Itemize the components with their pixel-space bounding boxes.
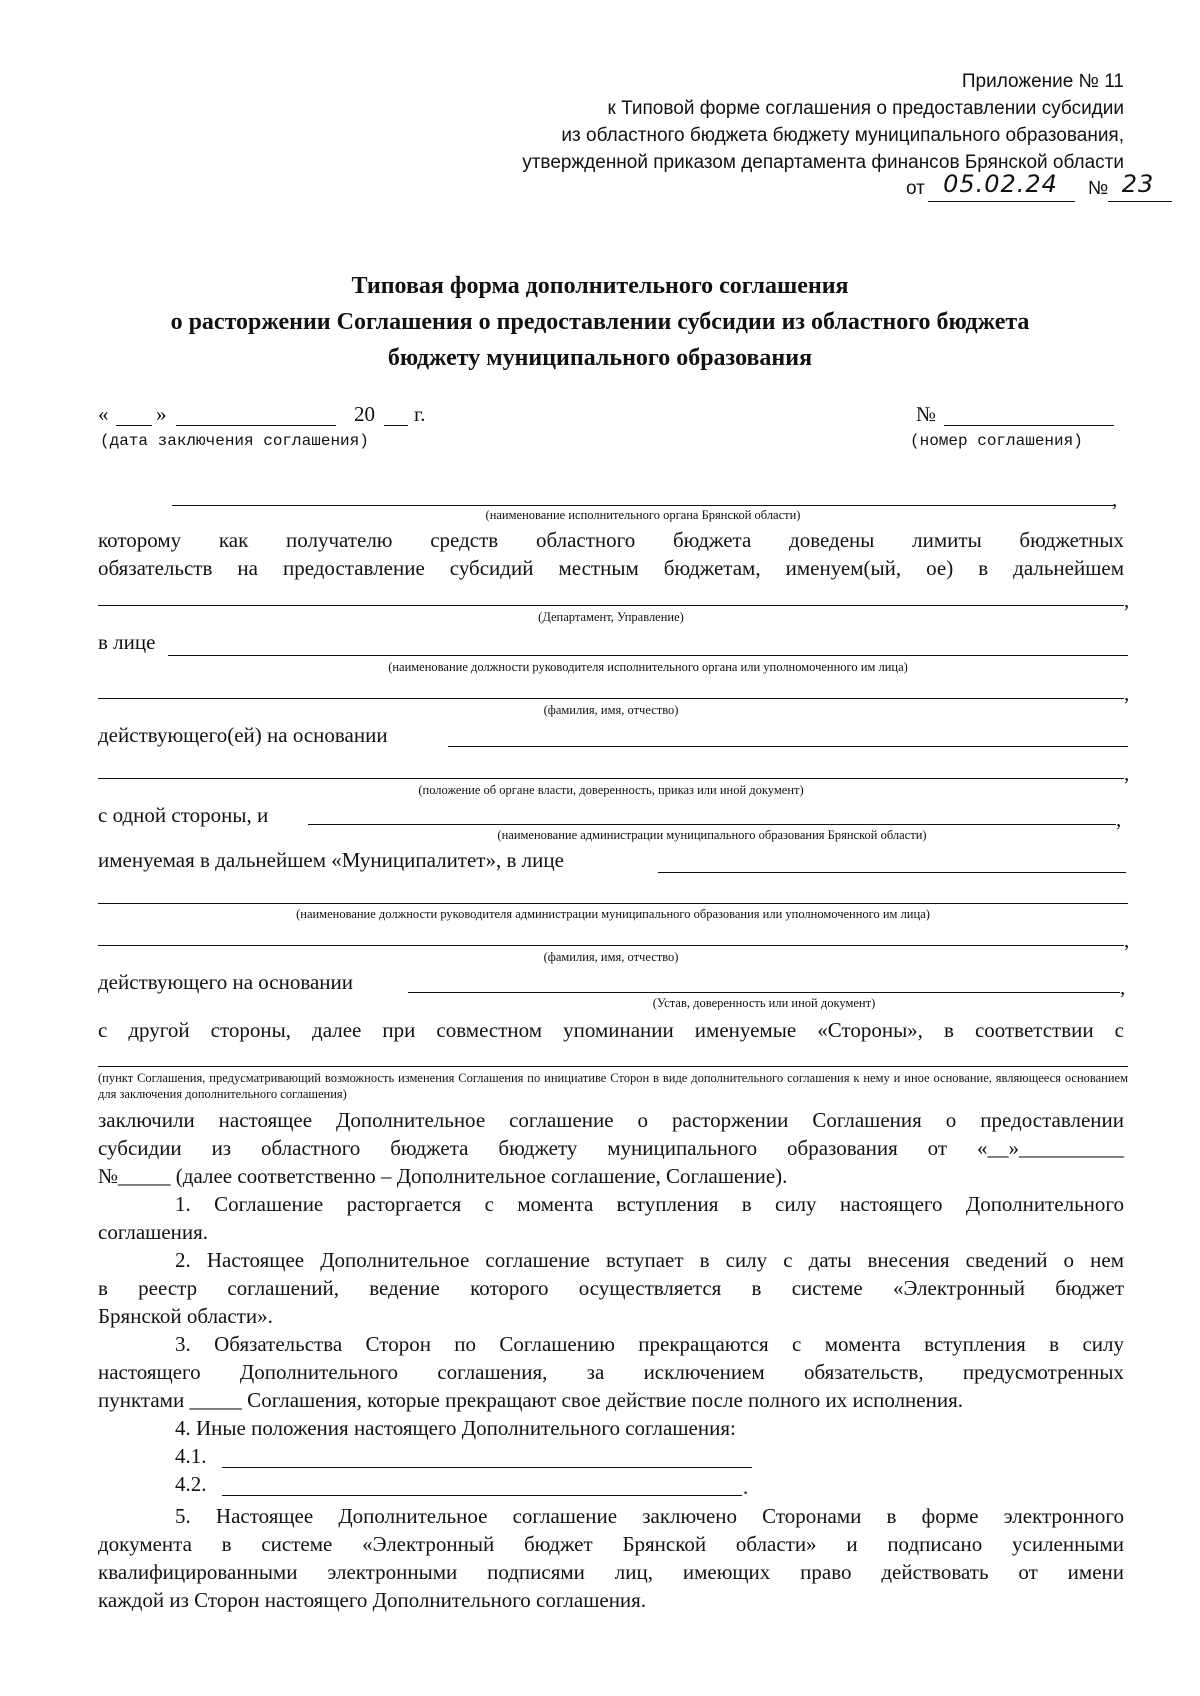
- item-4-2-blank[interactable]: [222, 1495, 742, 1496]
- paragraph-line: субсидии из областного бюджета бюджету муниципального образования от «__»__________: [98, 1136, 1124, 1160]
- item-3-continued: настоящего Дополнительного соглашения, за исключением обязательств, предусмотренных: [98, 1360, 1124, 1384]
- paragraph-line: которому как получателю средств областного бюджета доведены лимиты бюджетных: [98, 528, 1124, 552]
- paragraph-line: обязательств на предоставление субсидий местным бюджетам, именуем(ый, ое) в дальнейшем: [98, 556, 1124, 580]
- one-side-label: с одной стороны, и: [98, 803, 269, 827]
- comma: ,: [1124, 588, 1130, 612]
- caption-head-position: (наименование должности руководителя исполнительного органа или уполномоченного им лица): [388, 660, 908, 674]
- item-4-1-blank[interactable]: [222, 1467, 752, 1468]
- appendix-ref-line: утвержденной приказом департамента финансов Брянской области: [522, 152, 1124, 173]
- appendix-number: Приложение № 11: [961, 71, 1124, 92]
- date-quote-close: »: [156, 402, 167, 426]
- appendix-date-handwritten: 05.02.24: [943, 170, 1058, 198]
- municipal-admin-blank[interactable]: [308, 824, 1116, 825]
- comma: ,: [1124, 681, 1130, 705]
- appendix-block: [522, 68, 1124, 176]
- v-litse-label: в лице: [98, 630, 156, 654]
- item-4: 4. Иные положения настоящего Дополнительного соглашения:: [175, 1416, 736, 1440]
- item-3-continued: пунктами _____ Соглашения, которые прекращают свое действие после полного их исполнения.: [98, 1388, 963, 1412]
- municipal-head-blank-2[interactable]: [98, 903, 1128, 904]
- caption-fio2: (фамилия, имя, отчество): [543, 950, 679, 964]
- appendix-date-underline: [928, 201, 1075, 202]
- head-position-blank[interactable]: [168, 655, 1128, 656]
- item-4-1-label: 4.1.: [175, 1444, 207, 1468]
- appendix-num-handwritten: 23: [1121, 170, 1155, 198]
- caption-municipal-head-position: (наименование должности руководителя администрации муниципального образования или уполномоченного им лица): [296, 907, 930, 921]
- named-municipality-label: именуемая в дальнейшем «Муниципалитет», в лице: [98, 848, 564, 872]
- caption-exec-body: (наименование исполнительного органа Брянской области): [485, 508, 801, 522]
- caption-basis2: (Устав, доверенность или иной документ): [652, 996, 876, 1010]
- caption-basis1: (положение об органе власти, доверенность, приказ или иной документ): [418, 783, 804, 797]
- period: .: [743, 1475, 749, 1499]
- caption-municipal-admin: (наименование администрации муниципального образования Брянской области): [497, 828, 927, 842]
- date-quote-open: «: [98, 402, 109, 426]
- agreement-number-blank[interactable]: [944, 425, 1114, 426]
- item-5-continued: документа в системе «Электронный бюджет Брянской области» и подписано усиленными: [98, 1532, 1124, 1556]
- comma: ,: [1120, 975, 1126, 999]
- appendix-num-prefix: №: [1088, 178, 1109, 199]
- date-year-suffix: г.: [414, 402, 426, 426]
- basis2-blank[interactable]: [408, 992, 1120, 993]
- date-caption: (дата заключения соглашения): [100, 432, 369, 450]
- item-2-continued: Брянской области».: [98, 1304, 273, 1328]
- item-5-continued: каждой из Сторон настоящего Дополнительного соглашения.: [98, 1588, 647, 1612]
- paragraph-line: заключили настоящее Дополнительное соглашение о расторжении Соглашения о предоставлении: [98, 1108, 1124, 1132]
- date-year-blank[interactable]: [384, 425, 408, 426]
- basis1-blank-2[interactable]: [98, 778, 1124, 779]
- comma: ,: [1124, 928, 1130, 952]
- item-5: 5. Настоящее Дополнительное соглашение заключено Сторонами в форме электронного: [175, 1504, 1124, 1528]
- caption-department: (Департамент, Управление): [538, 610, 684, 624]
- appendix-ref-line: к Типовой форме соглашения о предоставлении субсидии: [607, 98, 1124, 119]
- number-caption: (номер соглашения): [910, 432, 1083, 450]
- document-title: [60, 268, 1140, 376]
- caption-fio1: (фамилия, имя, отчество): [543, 703, 679, 717]
- paragraph-line: №_____ (далее соответственно – Дополнительное соглашение, Соглашение).: [98, 1164, 788, 1188]
- appendix-date-prefix: от: [906, 178, 925, 199]
- acting2-label: действующего на основании: [98, 970, 354, 994]
- item-2-continued: в реестр соглашений, ведение которого осуществляется в системе «Электронный бюджет: [98, 1276, 1124, 1300]
- item-1: 1. Соглашение расторгается с момента вступления в силу настоящего Дополнительного: [175, 1192, 1124, 1216]
- item-4-2-label: 4.2.: [175, 1472, 207, 1496]
- fio1-blank[interactable]: [98, 698, 1124, 699]
- date-year-prefix: 20: [354, 402, 375, 426]
- comma: ,: [1124, 761, 1130, 785]
- department-blank[interactable]: [98, 605, 1124, 606]
- date-day-blank[interactable]: [116, 425, 152, 426]
- exec-body-blank[interactable]: [172, 505, 1114, 506]
- title-line: о расторжении Соглашения о предоставлении субсидии из областного бюджета: [170, 309, 1030, 335]
- basis1-blank[interactable]: [448, 746, 1128, 747]
- item-3: 3. Обязательства Сторон по Соглашению прекращаются с момента вступления в силу: [175, 1332, 1124, 1356]
- fio2-blank[interactable]: [98, 945, 1124, 946]
- item-2: 2. Настоящее Дополнительное соглашение вступает в силу с даты внесения сведений о нем: [175, 1248, 1124, 1272]
- title-line: Типовая форма дополнительного соглашения: [351, 273, 849, 299]
- appendix-num-underline: [1108, 201, 1172, 202]
- agreement-number-sign: №: [916, 402, 937, 426]
- date-month-blank[interactable]: [176, 425, 336, 426]
- comma: ,: [1116, 807, 1122, 831]
- paragraph-line: с другой стороны, далее при совместном упоминании именуемые «Стороны», в соответствии с: [98, 1018, 1124, 1042]
- item-5-continued: квалифицированными электронными подписями лиц, имеющих право действовать от имени: [98, 1560, 1124, 1584]
- appendix-ref-line: из областного бюджета бюджету муниципального образования,: [561, 125, 1124, 146]
- acting1-label: действующего(ей) на основании: [98, 723, 388, 747]
- municipal-head-blank[interactable]: [658, 872, 1126, 873]
- clause-blank[interactable]: [98, 1066, 1128, 1067]
- caption-clause: (пункт Соглашения, предусматривающий возможность изменения Соглашения по инициативе Сторон в виде дополнительного соглашения к нему и иное основание, являющееся основанием для заключения дополнительного соглашения): [98, 1071, 1128, 1101]
- title-line: бюджету муниципального образования: [387, 345, 813, 371]
- item-1-continued: соглашения.: [98, 1220, 209, 1244]
- comma: ,: [1112, 487, 1118, 511]
